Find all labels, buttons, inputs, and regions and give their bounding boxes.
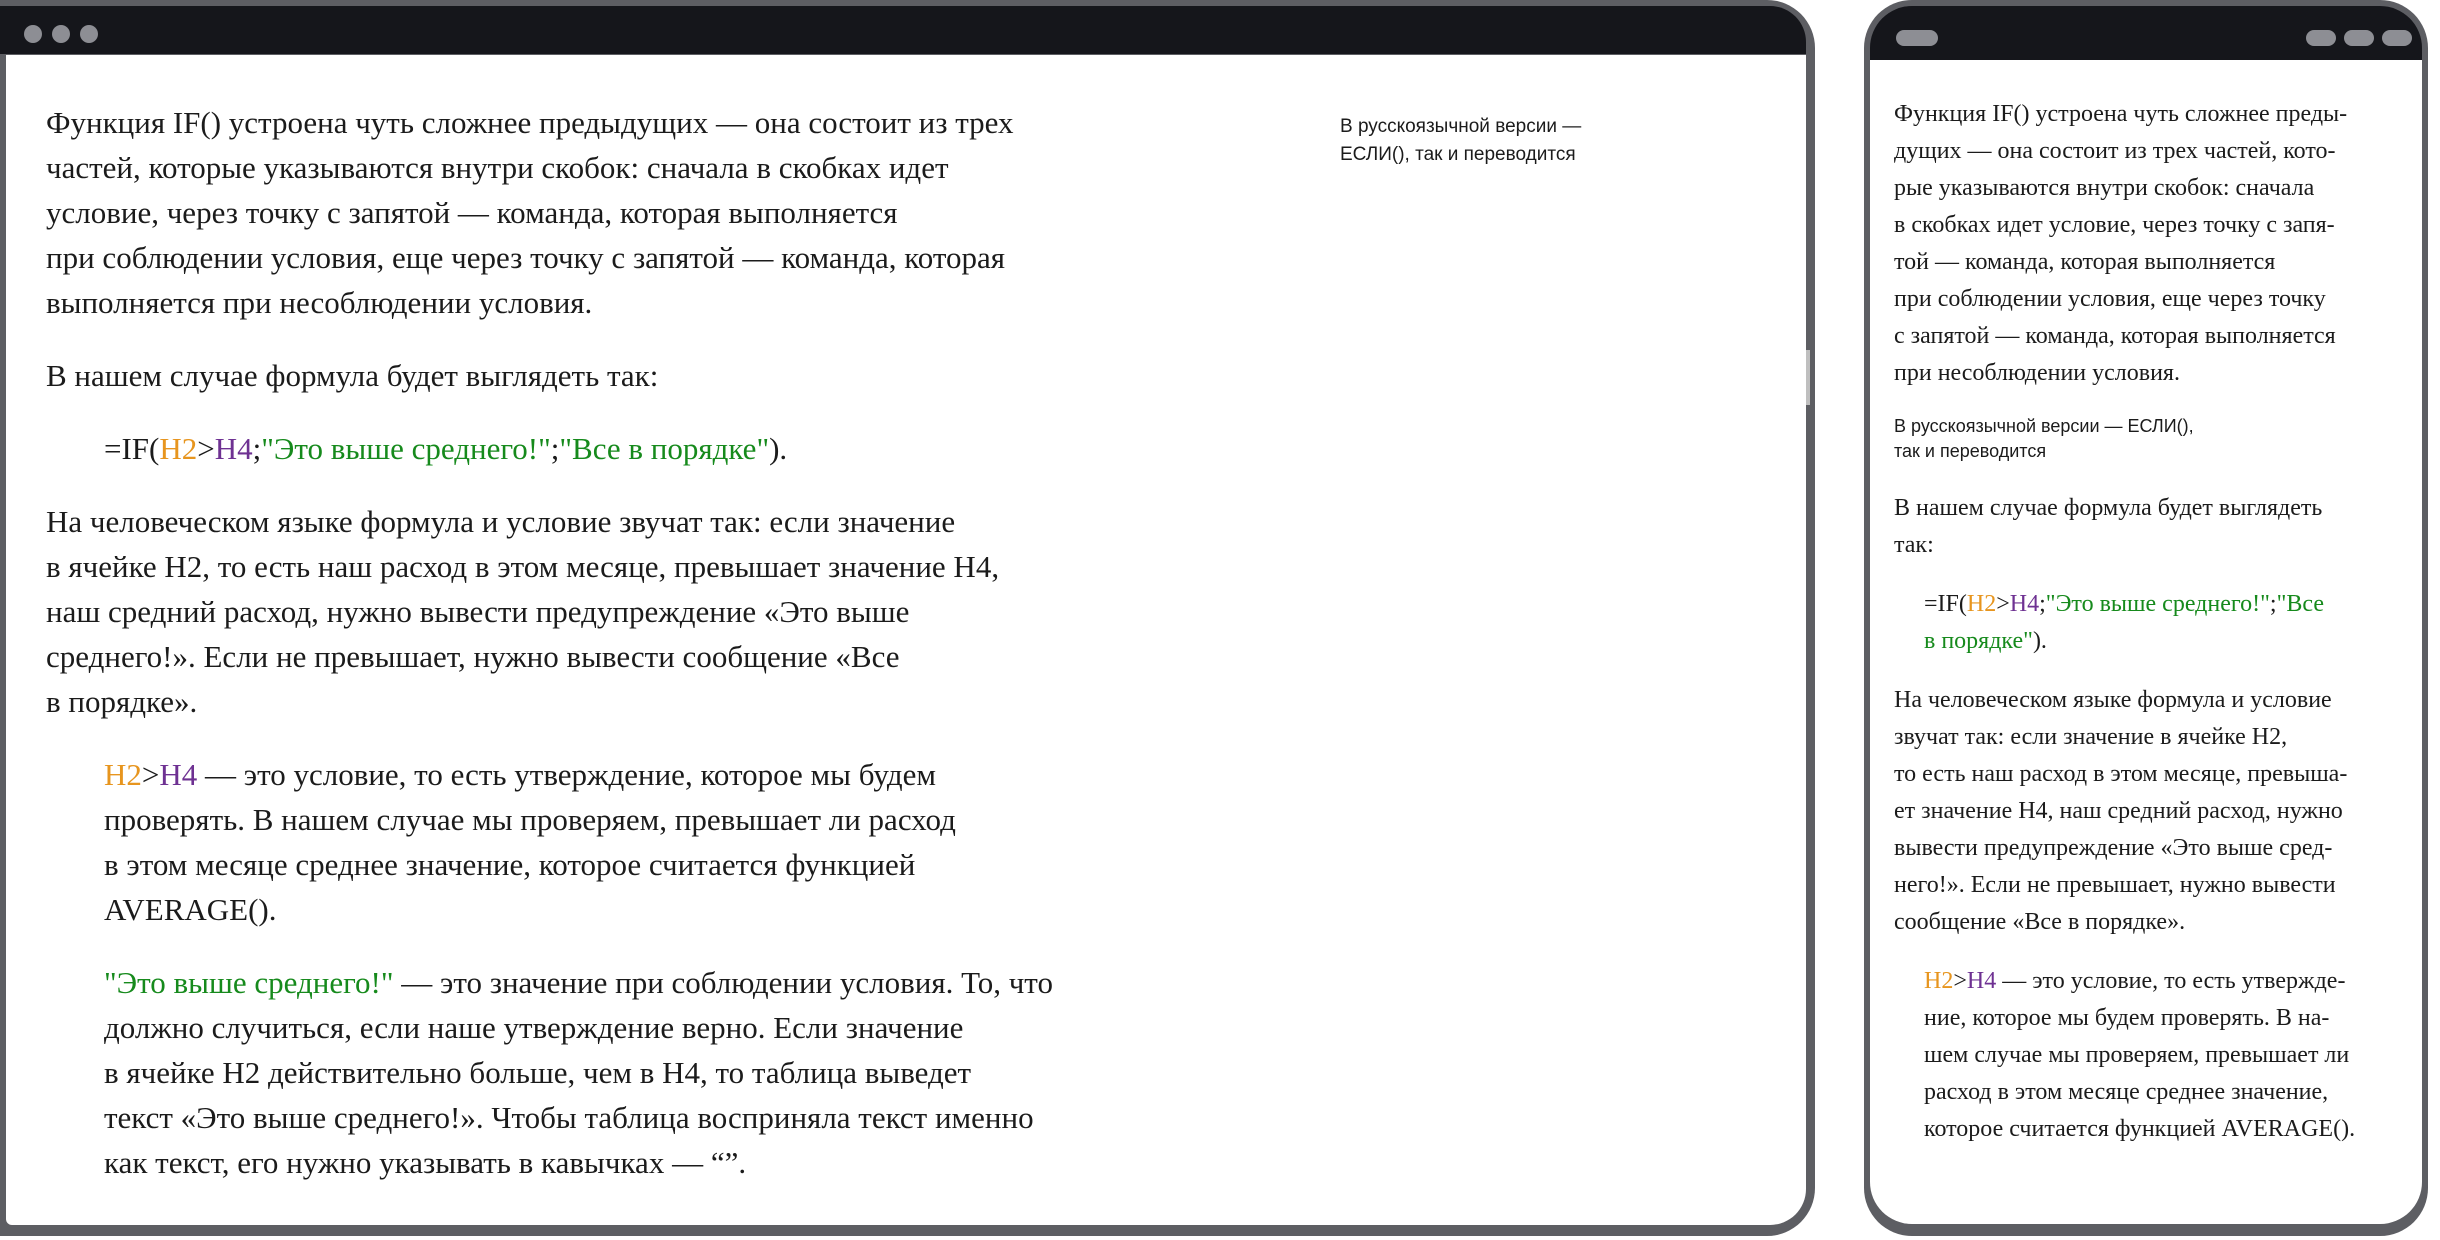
- window-controls: [24, 25, 98, 43]
- mobile-window: [1864, 0, 2428, 1236]
- paragraph-explanation: На человеческом языке формула и условие звучат так: если значение в ячейке H2, то есть наш расход в этом месяце, превыша- ет значение H4, наш средний расход, нужно вывести предупреждение «Это выше сред- него!». Если не превышает, нужно вывести сообщение «Все в порядке».: [1894, 687, 2348, 935]
- formula-code: [1924, 586, 2406, 660]
- mobile-pill-icon: [2382, 30, 2412, 46]
- mobile-pill-icon: [2306, 30, 2336, 46]
- formula-operator: >: [1996, 591, 2010, 617]
- sidenote: В русскоязычной версии — ЕСЛИ(), так и переводится: [1340, 116, 1582, 165]
- formula-separator: ;: [550, 431, 560, 466]
- window-dot-icon[interactable]: [24, 25, 42, 43]
- sidenote: В русскоязычной версии — ЕСЛИ(), так и переводится: [1894, 416, 2194, 461]
- formula-false-string: "Все в порядке": [559, 431, 770, 466]
- cell-h4: H4: [159, 757, 198, 792]
- paragraph-formula-lead: В нашем случае формула будет выглядеть так:: [1894, 495, 2323, 558]
- formula-separator: ;: [252, 431, 262, 466]
- cell-h2: H2: [1924, 968, 1954, 994]
- list-item-condition: [104, 752, 1146, 932]
- operator: >: [141, 757, 160, 792]
- paragraph-intro: Функция IF() устроена чуть сложнее предыдущих — она состоит из трех частей, которые указываются внутри скобок: сначала в скобках идет условие, через точку с запятой — команда, которая выполняется при соблюдении условия, еще через точку с запятой — команда, которая выполняется при несоблюдении условия.: [46, 105, 1014, 320]
- article-body: [46, 100, 1146, 1213]
- window-dot-icon[interactable]: [52, 25, 70, 43]
- formula-suffix: ).: [769, 431, 788, 466]
- list-item-text: — это условие, то есть утверждение, которое мы будем проверять. В нашем случае мы проверяем, превышает ли расход в этом месяце среднее значение, которое считается функцией AVERAGE().: [104, 757, 956, 927]
- cell-h2: H2: [104, 757, 142, 792]
- list-item-text: — это условие, то есть утвержде- ние, которое мы будем проверять. В на- шем случае мы проверяем, превышает ли расход в этом месяце среднее значение, которое считается функцией AVERAGE().: [1924, 968, 2356, 1142]
- formula-cell-h2: H2: [159, 431, 198, 466]
- formula-false-string: "Все в порядке": [1924, 591, 2324, 654]
- list-item-true-value: [104, 960, 1146, 1185]
- formula-cell-h4: H4: [2009, 591, 2040, 617]
- formula-operator: >: [197, 431, 215, 466]
- list-item-condition: [1924, 963, 2406, 1148]
- desktop-content: [6, 55, 1806, 1225]
- paragraph-intro: Функция IF() устроена чуть сложнее преды- дущих — она состоит из трех частей, кото- рые указываются внутри скобок: сначала в скобках идет условие, через точку с запя- той — команда, которая выполняется при соблюдении условия, еще через точку с запятой — команда, которая выполняется при несоблюдении условия.: [1894, 101, 2348, 386]
- list-item-text: — это значение при соблюдении условия. То, что должно случиться, если наше утверждение верно. Если значение в ячейке H2 действительно больше, чем в H4, то таблица выведет текст «Это выше среднего!». Чтобы таблица восприняла текст именно как текст, его нужно указывать в кавычках — “”.: [104, 965, 1053, 1180]
- mobile-pill-icon: [1896, 30, 1938, 46]
- desktop-title-bar: [0, 6, 1806, 54]
- mobile-content: [1870, 60, 2422, 1224]
- cell-h4: H4: [1966, 968, 1997, 994]
- formula-separator: ;: [2039, 591, 2046, 617]
- formula-cell-h4: H4: [214, 431, 253, 466]
- scrollbar[interactable]: [1806, 350, 1810, 405]
- operator: >: [1953, 968, 1967, 994]
- paragraph-formula-lead: В нашем случае формула будет выглядеть так:: [46, 358, 659, 393]
- formula-separator: ;: [2269, 591, 2277, 617]
- mobile-pill-icon: [2344, 30, 2374, 46]
- formula-cell-h2: H2: [1966, 591, 1997, 617]
- article-body-mobile: [1894, 96, 2406, 1170]
- formula-suffix: ).: [2032, 628, 2047, 654]
- paragraph-explanation: На человеческом языке формула и условие звучат так: если значение в ячейке H2, то есть наш расход в этом месяце, превышает значение H4, наш средний расход, нужно вывести предупреждение «Это выше среднего!». Если не превышает, нужно вывести сообщение «Все в порядке».: [46, 504, 1000, 719]
- formula-true-string: "Это выше среднего!": [2045, 591, 2270, 617]
- formula-prefix: =IF(: [104, 431, 160, 466]
- formula-prefix: =IF(: [1924, 591, 1967, 617]
- formula-true-string: "Это выше среднего!": [261, 431, 551, 466]
- mobile-title-bar: [1870, 6, 2422, 60]
- window-dot-icon[interactable]: [80, 25, 98, 43]
- formula-code: [104, 426, 1146, 471]
- true-string: "Это выше среднего!": [104, 965, 394, 1000]
